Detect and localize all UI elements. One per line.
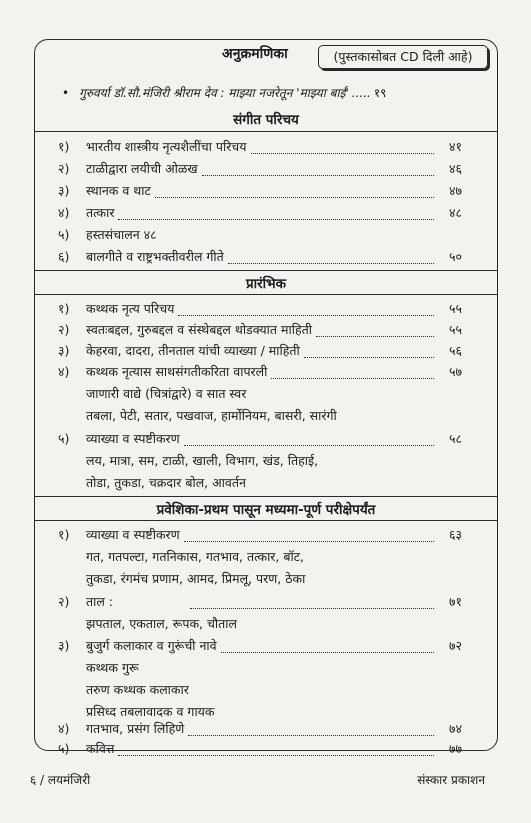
intro-entry[interactable] xyxy=(62,84,466,101)
entry-subtext: तरुण कथ्थक कलाकार xyxy=(86,682,189,697)
toc-entry[interactable] xyxy=(58,637,462,657)
entry-subtext: जाणारी वाद्ये (चित्रांद्वारे) व सात स्वर xyxy=(86,386,247,401)
section-divider xyxy=(34,131,498,132)
entry-subtext: तुकडा, रंगमंच प्रणाम, आमद, प्रिमलू, परण, ठेका xyxy=(86,571,306,586)
entry-title: स्थानक व थाट xyxy=(86,183,151,198)
dot-leader xyxy=(118,209,434,220)
entry-title: गतभाव, प्रसंग लिहिणे xyxy=(86,721,185,736)
entry-number: ५) xyxy=(58,227,70,242)
toc-entry[interactable] xyxy=(58,342,462,362)
entry-page: ५० xyxy=(448,249,462,264)
dot-leader xyxy=(178,305,434,316)
section-title: प्रवेशिका-प्रथम पासून मध्यमा-पूर्ण परीक्षेपर्यंत xyxy=(156,502,376,518)
entry-page: ५६ xyxy=(448,343,462,358)
entry-number: ३) xyxy=(58,638,70,653)
dot-leader xyxy=(155,187,434,198)
entry-title: ताल : xyxy=(86,594,114,609)
footer-publisher: संस्कार प्रकाशन xyxy=(417,773,485,787)
page-title: अनुक्रमणिका xyxy=(222,46,288,62)
entry-number: १) xyxy=(58,139,70,154)
entry-title: बालगीते व राष्ट्रभक्तीवरील गीते xyxy=(86,249,224,264)
dot-leader xyxy=(184,435,434,446)
entry-page: ५८ xyxy=(448,431,462,446)
entry-number: २) xyxy=(58,161,70,176)
toc-entry[interactable] xyxy=(58,430,462,450)
dot-leader xyxy=(228,253,434,264)
entry-subtext: झपताल, एकताल, रूपक, चौताल xyxy=(86,616,238,631)
entry-page: ४६ xyxy=(448,161,462,176)
entry-page: ७४ xyxy=(448,721,462,736)
toc-entry[interactable] xyxy=(58,226,462,246)
section-divider xyxy=(34,520,498,521)
toc-entry[interactable] xyxy=(58,526,462,546)
toc-entry[interactable] xyxy=(58,182,462,202)
section-title: संगीत परिचय xyxy=(233,112,299,128)
entry-subtext: तबला, पेटी, सतार, पखवाज, हार्मोनियम, बासरी, सारंगी xyxy=(86,408,337,423)
entry-title: कथ्थक नृत्यास साथसंगतीकरिता वापरली xyxy=(86,364,268,379)
entry-number: ३) xyxy=(58,343,70,358)
toc-entry[interactable] xyxy=(58,160,462,180)
entry-page: ६३ xyxy=(448,527,462,542)
entry-title: भारतीय शास्त्रीय नृत्यशैलींचा परिचय xyxy=(86,139,247,154)
footer-page-number: ६ / लयमंजिरी xyxy=(30,773,91,787)
cd-note-badge: (पुस्तकासोबत CD दिली आहे) xyxy=(318,45,488,69)
entry-page: ५५ xyxy=(448,301,462,316)
entry-page: ५७ xyxy=(448,364,462,379)
toc-entry[interactable] xyxy=(58,204,462,224)
entry-title: हस्तसंचालन ४८ xyxy=(86,227,157,242)
entry-title: व्याख्या व स्पष्टीकरण xyxy=(86,527,180,542)
entry-page: ५५ xyxy=(448,322,462,337)
entry-page: ७१ xyxy=(448,594,462,609)
entry-title: तत्कार xyxy=(86,205,115,220)
dot-leader xyxy=(251,143,435,154)
entry-subtext: लय, मात्रा, सम, टाळी, खाली, विभाग, खंड, तिहाई, xyxy=(86,453,319,468)
intro-dots: ..... xyxy=(351,86,371,100)
dot-leader xyxy=(190,598,434,609)
section-title: प्रारंभिक xyxy=(245,276,287,292)
entry-number: ५) xyxy=(58,431,70,446)
entry-page: ४८ xyxy=(448,205,462,220)
toc-entry[interactable] xyxy=(58,720,462,740)
dot-leader xyxy=(188,725,434,736)
entry-subtext: गत, गतपल्टा, गतनिकास, गतभाव, तत्कार, बॉट, xyxy=(86,549,305,564)
entry-title: व्याख्या व स्पष्टीकरण xyxy=(86,431,180,446)
entry-subtext: तोडा, तुकडा, चक्रदार बोल, आवर्तन xyxy=(86,475,246,490)
entry-page: ७२ xyxy=(448,638,462,653)
entry-title: केहरवा, दादरा, तीनताल यांची व्याख्या / माहिती xyxy=(86,343,300,358)
entry-number: ४) xyxy=(58,205,70,220)
entry-number: १) xyxy=(58,527,70,542)
entry-title: स्वतःबद्दल, गुरुबद्दल व संस्थेबद्दल थोडक्यात माहिती xyxy=(86,322,312,337)
entry-number: ६) xyxy=(58,249,70,264)
toc-entry[interactable] xyxy=(58,248,462,268)
toc-entry[interactable] xyxy=(58,363,462,383)
dot-leader xyxy=(316,326,434,337)
dot-leader xyxy=(271,368,434,379)
dot-leader xyxy=(118,745,434,756)
section-divider xyxy=(34,496,498,497)
section-divider xyxy=(34,294,498,295)
dot-leader xyxy=(202,165,434,176)
entry-number: २) xyxy=(58,322,70,337)
entry-page: ४१ xyxy=(448,139,462,154)
entry-number: ४) xyxy=(58,721,70,736)
toc-entry[interactable] xyxy=(58,321,462,341)
entry-subtext: कथ्थक गुरू xyxy=(86,660,139,675)
toc-entry[interactable] xyxy=(58,740,462,760)
entry-subtext: प्रसिध्द तबलावादक व गायक xyxy=(86,704,215,719)
bullet-icon: • xyxy=(62,86,70,100)
entry-number: २) xyxy=(58,594,70,609)
entry-number: ५) xyxy=(58,741,70,756)
entry-number: १) xyxy=(58,301,70,316)
toc-entry[interactable] xyxy=(58,300,462,320)
entry-number: ३) xyxy=(58,183,70,198)
intro-text: गुरुवर्या डॉ.सौ.मंजिरी श्रीराम देव : माझ्या नजरेतून 'माझ्या बाई' xyxy=(79,86,349,100)
entry-page: ४७ xyxy=(448,183,462,198)
toc-entry[interactable] xyxy=(58,593,462,613)
intro-page: १९ xyxy=(373,86,387,100)
entry-title: कवित्त xyxy=(86,741,115,756)
entry-title: बुजुर्ग कलाकार व गुरूंची नावे xyxy=(86,638,217,653)
section-divider xyxy=(34,270,498,271)
entry-title: कथ्थक नृत्य परिचय xyxy=(86,301,175,316)
toc-entry[interactable] xyxy=(58,138,462,158)
entry-title: टाळीद्वारा लयीची ओळख xyxy=(86,161,198,176)
dot-leader xyxy=(184,531,434,542)
dot-leader xyxy=(221,642,434,653)
entry-number: ४) xyxy=(58,364,70,379)
dot-leader xyxy=(304,347,434,358)
entry-page: ७७ xyxy=(448,741,462,756)
